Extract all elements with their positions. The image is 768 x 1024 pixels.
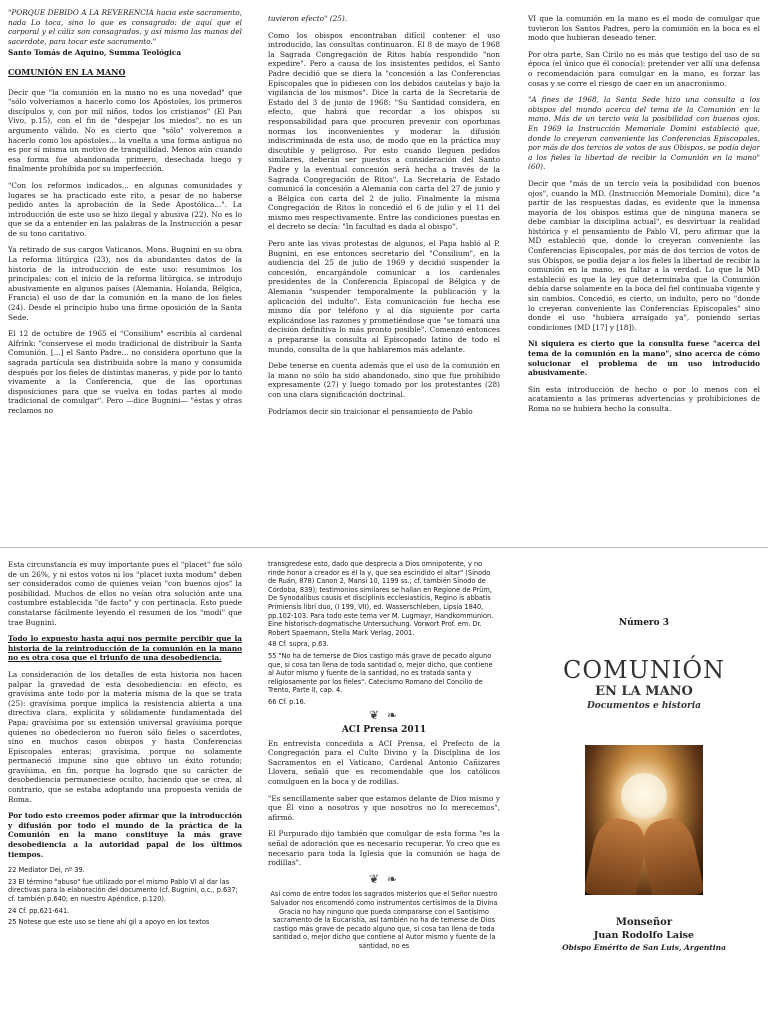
aci-heading: ACI Prensa 2011 [341,725,427,736]
column-2 [268,14,500,534]
footnotes [8,866,242,927]
paragraph: Debe tenerse en cuenta además que el uso de la comunión en la mano no sólo ha sido abandonado, sino que fue prohibido expresamente (27) y luego tomado por los protestantes (28) con una clara significación doctrinal. [268,361,500,399]
footnote: 23 El término "abuso" fue utilizado por el mismo Pablo VI al dar las directivas para la elaboración del documento (cf. Bugnini, o.c., p.637; cf. también p.640; en nuestro Apéndice, p.120). [8,877,238,903]
opening-quote: "PORQUE DEBIDO A LA REVERENCIA hacia este sacramento, nada Lo toca, sino lo que es consagrado: de aquí que el corporal y el cáliz son consagrados, y así mismo las manos del sacerdote, para tocar este sacramento." [8,8,242,46]
author-role: Obispo Emérito de San Luis, Argentina [562,943,726,952]
footnotes [268,560,500,707]
paragraph: "Con los reformos indicados... en algunas comunidades y lugares se ha practicado este rito, a pesar de no haberse pedido antes la aprobación de la Sede Apostólica...". La introducción de este uso se hizo ilegal y abusiva (22). No es lo que se da a entender en las palabras de la Instrucción a pesar de su tono caritativo. [8,180,242,238]
cover-title: COMUNIÓN [563,656,725,684]
paragraph: Sin esta introducción de hecho o por lo menos con el acatamiento a las primeras advertencias y prohibiciones de Roma no se hubiera hecho la consulta. [528,384,760,413]
quote-source: Santo Tomás de Aquino, Summa Teológica [8,48,182,58]
footnote: 22 Mediator Dei, nº 39. [8,866,85,875]
paragraph: Como los obispos encontraban difícil contener el uso introducido, las consultas continuaron. El 8 de mayo de 1968 la Sagrada Congregación de Ritos había respondido "non expedire". Pero a causa de los insistentes pedidos, el Santo Padre decidió que se diera la "concesión a las Conferencias Episcopales que lo pidiesen con los debidos cautelas y bajo la vigilancia de los mismos". Dice la carta de la Secretaría de Estado del 3 de junio de 1968: "Su Santidad considera, en efecto, que habrá que recordar a los obispos su responsabilidad para que procuren prevenir con oportunas normas los inconvenientes y moderar la difusión indiscriminada de esta uso, de modo que en la práctica muy discutible y peligroso. Por esto cuando lleguen pedidos similares, deberán ser puestos a consideración del Santo Padre y la eventual concesión será hecha a través de la Sagrada Congregación de Ritos". La Secretaría de Estado comunicó la concesión a Alemania con carta del 27 de junio y a Bélgica con carta del 2 de julio. Finalmente la misma Congregación de Ritos lo concedió el 6 de julio y el 11 del mismo mes respectivamente. Entre las condiciones puestas en el decreto se decía: "In facultad es dada al obispo". [268,30,500,232]
paragraph: VI que la comunión en la mano es el modo de comulgar que tuvieron los Santos Padres, pero la comunión en la boca es el modo que hubieran deseado tener. [528,14,760,43]
footnote: 48 Cf. supra, p.63. [268,640,329,649]
column-3 [528,14,760,534]
column-1 [8,8,242,533]
ornament-divider: ❦ ❧ [369,707,399,722]
paragraph: Todo lo expuesto hasta aquí nos permite percibir que la historia de la reintroducción de la comunión en la mano no es otra cosa que el triunfo de una desobediencia. [8,634,242,663]
paragraph: Ni siquiera es cierto que la consulta fuese "acerca del tema de la comunión en la mano", sino acerca de cómo solucionar el problema de un uso introducido abusivamente. [528,339,760,378]
paragraph: tuvieron efecto" (25). [268,14,348,23]
paragraph: La consideración de los detalles de esta historia nos hacen palpar la gravedad de esta desobediencia: en efecto, es gravísima ante todo por la materia misma de la que se trata (25): gravísima porque implica la resistencia abierta a una directiva clara, explícita y sólidamente fundamentada del Papa; gravísima por su extensión universal gravísima porque quienes no obedecieron no fueron sólo fieles o sacerdotes, sino en muchos casos obispos y hasta Conferencias Episcopales enteras; gravísima, porque no solamente permaneció impune sino que obtuvo un éxito rotundo; gravísima, en fin, porque ha logrado que su carácter de desobediencia permaneciese oculto, haciendo que se crea, al contrario, que se estaba adoptando una propuesta venida de Roma. [8,669,242,804]
footnote: 24 Cf. pp.621-641. [8,906,70,915]
paragraph: Por otra parte, San Cirilo no es más que testigo del uso de su época (el único que él conocía): pretender ver allí una defensa o recomendación para comulgar en la mano, es forzar las cosas y se corre el riesgo de caer en un anacronismo. [528,49,760,88]
closing-quote: Así como de entre todos los sagrados misterios que el Señor nuestro Salvador nos encomendó como instrumentos certísimos de la Divina Gracia no hay ninguno que pueda compararse con el Santísimo sacramento de la Eucaristía, así también no ha de temerse de Dios castigo más grave de pecado alguno que, si cosa tan llena de toda santidad o, mejor dicho que contiene al Autor mismo y fuente de la santidad, no es [270,890,498,950]
paragraph: "Es sencillamente saber que estamos delante de Dios mismo y que Él vino a nosotros y que nosotros no lo merecemos", afirmó. [268,793,500,822]
paragraph: En entrevista concedida a ACI Prensa, el Prefecto de la Congregación para el Culto Divino y la Disciplina de los Sacramentos en el Vaticano, Cardenal Antonio Cañizares Llovera, señaló que es recomendable que los católicos comulguen en la boca y de rodillas. [268,738,500,787]
paragraph: Podríamos decir sin traicionar el pensamiento de Pablo [268,406,473,416]
footnote: transgredese esto, dado que desprecia a Dios omnipotente, y no rinde honor a creador es él la y, que sea escindido el altar" (Sínodo de Ruán, 878) Canon 2, Mansi 10, 1199 ss.; cf. también Sínodo de Córdoba, 839); testimonios similares se hallan en Regíone de Prüm, De Synodalibus causis et disciplinis ecclesiasticis, Regino is abbatis Primiensis libri duo, (I 199, VII), ed. Wasserschleben, Lipsia 1840, pp.102-103. Para todo este tema ver M. Lugmayr, Handkommunion. Eine historisch-dogmatische Untersuchung. Vorwort Prof. em. Dr. Robert Spaemann, Stella Mark Verlag, 2001. [268,560,494,637]
paragraph: Decir que "la comunión en la mano no es una novedad" que "sólo volveríamos a hacerlo como los Apóstoles, los primeros discípulos y, con por mil niños, todos los cristianos" (El Pan Vivo, p.15), con el fin de "despejar los miedos", no es un argumento válido. No es cierto que "sólo" volveremos a hacerlo como los apóstoles... la vuelta a una forma antigua no es por sí misma un motivo de tranquilidad. Menos aún cuando esa forma fue abandonada primero, desechada luego y finalmente prohibida por su imperfección. [8,87,242,174]
paragraph: Decir que "más de un tercio veía la posibilidad con buenos ojos", cuando la MD. (Instrucción Memoriale Domini), dice "a partir de las respuestas dadas, es evidente que la inmensa mayoría de los obispos estima que de ninguna manera se debe cambiar la disciplina actual", es desvirtuar la realidad histórica y el pensamiento de Pablo VI, pero afirmar que la MD estableció que, donde lo creyeran conveniente las Conferencias Episcopales, por más de dos tercios de votos de sus Obispos, se podía dejar a los fieles la libertad de recibir la comunión en la mano, es faltar a la verdad. Lo que la MD estableció es que la ley que determinaba que la Comunión debía darse solamente en la boca del fiel continuaba vigente y sin cambios. Concedió, es cierto, un indulto, pero no "donde lo creyeran conveniente las Conferencias Episcopales" sino donde el uso "hubiera arraigado ya", poniendo serias condiciones (MD [17] y [18]). [528,178,760,332]
column-5 [268,560,500,1018]
host-hands-image [585,745,703,895]
ornament-divider: ❦ ❧ [369,871,399,886]
cover-tagline: Documentos e historia [586,701,702,711]
author-title: Monseñor [615,917,673,928]
section-heading: COMUNIÓN EN LA MANO [8,66,126,77]
paragraph: Esta circunstancia es muy importante pues el "placet" fue sólo de un 26%, y ni estos votos ni los "placet iuxta modum" deben ser considerados como de quienes veían "con buenos ojos" la posibilidad. Muchos de ellos no veían otra solución ante una costumbre establecida "de facto" y con pertinacia. Esto puede constatarse fácilmente leyendo el resumen de los "modi" que trae Bugnini. [8,560,242,627]
hand-right [637,814,703,895]
paragraph: Por todo esto creemos poder afirmar que la introducción y difusión por todo el mundo de la práctica de la Comunión en la mano constituye la más grave desobediencia a la autoridad papal de los últimos tiempos. [8,811,242,859]
footnote: 55 "No ha de temerse de Dios castigo más grave de pecado alguno que, si cosa tan llena de toda santidad o, mejor dicho, que contiene al Autor mismo y fuente de la santidad, no es tratada santa y religiosamente por los fieles". Catecismo Romano del Concilio de Trento, Parte II, cap. 4. [268,651,493,695]
footnote: 25 Notese que este uso se tiene ahí gil a apoyo en los textos [8,918,210,927]
hand-left [585,814,651,895]
paragraph: Ya retirado de sus cargos Vaticanos, Mons. Bugnini en su obra La reforma litúrgica (23), nos da abundantes datos de la historia de la introducción de este uso: resumimos los principales: con el inicio de la reforma litúrgica, se introdujo abusivamente en algunos países (Alemania, Holanda, Bélgica, Francia) el uso de dar la comunión en la mano de los fieles (24). Desde el principio hubo una firme oposición de la Santa Sede. [8,245,242,322]
paragraph: El Purpurado dijo también que comulgar de esta forma "es la señal de adoración que es necesario recuperar. Yo creo que es necesario para toda la Iglesia que la comunión se haga de rodillas". [268,829,500,868]
paragraph: "A fines de 1968, la Santa Sede hizo una consulta a los obispos del mundo acerca del tema de la Comunión en la mano. Más de un tercio veía la posibilidad con buenos ojos. En 1969 la Instrucción Memoriale Domini estableció que, donde lo creyeran conveniente las Conferencias Episcopales, por más de dos tercios de votos de sus Obispos, se podía dejar a los fieles la libertad de recibir la Comunión en la mano" (60). [528,95,760,172]
fold-line [0,547,768,548]
cover-panel [528,608,760,1018]
column-4 [8,560,242,1018]
footnote: 66 Cf. p.16. [268,697,306,706]
issue-number: Número 3 [618,618,670,628]
paragraph: El 12 de octubre de 1965 el "Consilium" escribía al cardenal Alfrink: "conservese el modo tradicional de distribuir la Santa Comunión. [...] el Santo Padre... no considera oportuno que la sagrada partícula sea distribuida sobre la mano y consumida después por los fieles de distintas maneras, y pide por lo tanto vivamente a la Conferencia, que de las oportunas disposiciones para que se vuelva en todas partes al modo tradicional de comulgar". Pero —dice Bugnini— "éstas y otras reclamos no [8,329,242,415]
paragraph: Pero ante las vivas protestas de algunos, el Papa habló al P. Bugnini, en ese entonces secretario del "Consilium", en la audiencia del 25 de julio de 1969 y decidió suspender la concesión, encargándole comunicar a los cardenales presidentes de la Conferencia Episcopal de Bélgica y de Alemania "suspender temporalmente la publicación y la aplicación del indulto". Esta comunicación fue hecha ese mismo día por teléfono y al día siguiente por carta explicándose las razones y prometiéndose que "se tomará una decisión definitiva lo más pronto posible". Comenzó entonces a prepararse la consulta al Episcopado latino de todo el mundo, consulta de la que hablaremos más adelante. [268,239,500,354]
author-name: Juan Rodolfo Laise [593,930,695,941]
cover-subtitle: EN LA MANO [595,684,693,699]
host-icon [621,773,667,819]
